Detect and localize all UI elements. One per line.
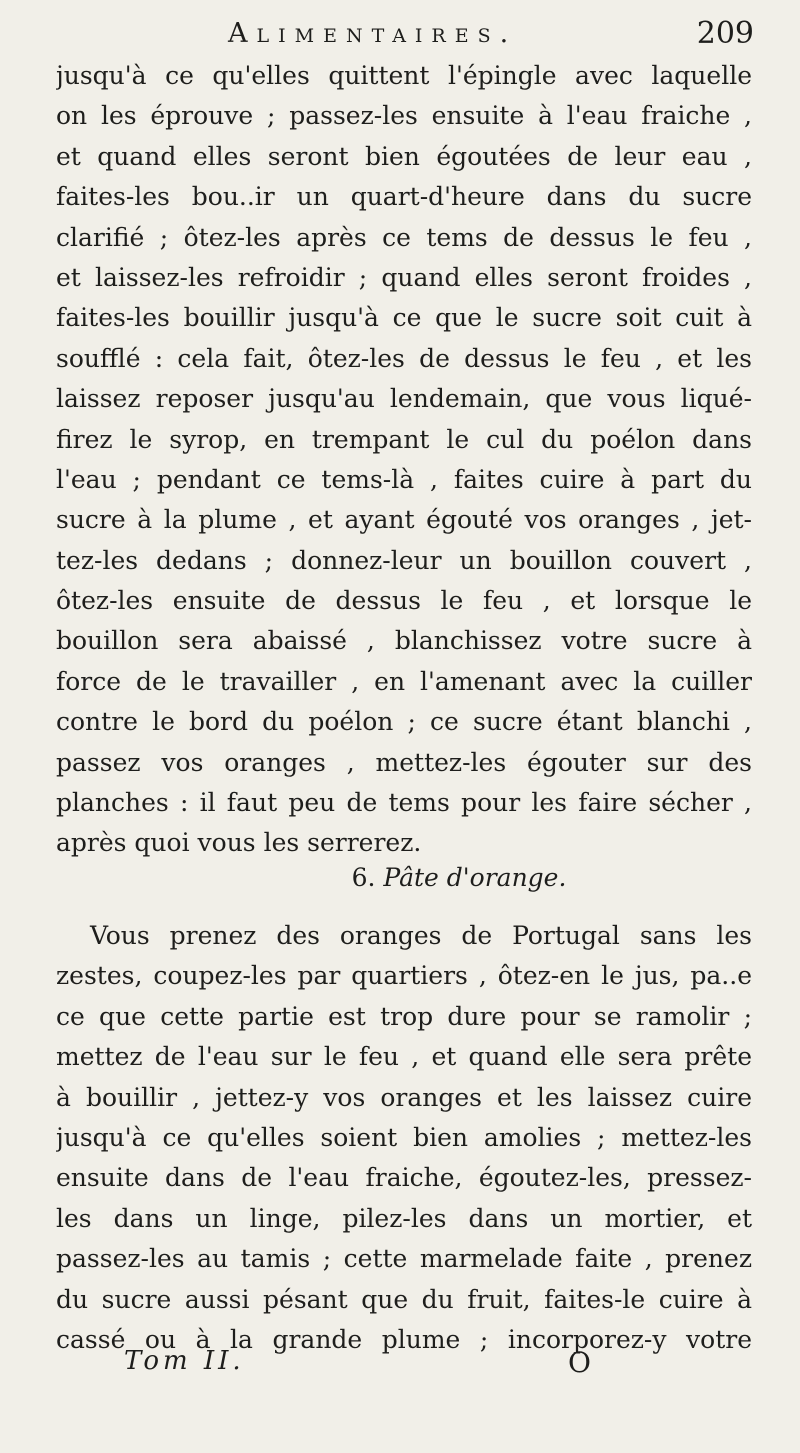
text-line: du sucre aussi pésant que du fruit, faites-le cuire à: [56, 1284, 752, 1314]
text-line: zestes, coupez-les par quartiers , ôtez-en le jus, pa..e: [56, 961, 752, 991]
text-line: sucre à la plume , et ayant égouté vos oranges , jet-: [56, 505, 752, 535]
text-line: Vous prenez des oranges de Portugal sans les: [90, 921, 752, 950]
text-line: jusqu'à ce qu'elles quittent l'épingle avec laquelle: [56, 61, 752, 90]
text-line: mettez de l'eau sur le feu , et quand elle sera prête: [56, 1042, 752, 1072]
text-line: après quoi vous les serrerez.: [56, 828, 422, 858]
text-line: les dans un linge, pilez-les dans un mortier, et: [56, 1203, 752, 1233]
section-6-body: [56, 916, 752, 1360]
page-number: 209: [696, 16, 754, 51]
text-line: passez-les au tamis ; cette marmelade faite , prenez: [56, 1244, 752, 1274]
text-line: et laissez-les refroidir ; quand elles seront froides ,: [56, 262, 752, 292]
text-line: à bouillir , jettez-y vos oranges et les laissez cuire: [56, 1082, 752, 1112]
page-footer: [0, 1346, 800, 1386]
text-line: ce que cette partie est trop dure pour se ramolir ;: [56, 1001, 752, 1031]
running-title: Alimentaires.: [228, 18, 518, 49]
volume-signature: Tom II.: [124, 1346, 245, 1376]
text-line: faites-les bouillir jusqu'à ce que le sucre soit cuit à: [56, 303, 752, 333]
text-line: faites-les bou..ir un quart-d'heure dans du sucre: [56, 182, 752, 212]
page-header: [0, 16, 800, 56]
text-line: firez le syrop, en trempant le cul du poélon dans: [56, 424, 752, 454]
section-number: 6.: [351, 863, 376, 892]
text-line: laissez reposer jusqu'au lendemain, que vous liqué-: [56, 384, 752, 414]
text-line: cassé ou à la grande plume ; incorporez-y votre: [56, 1324, 752, 1354]
signature-mark: O: [568, 1346, 591, 1379]
text-line: soufflé : cela fait, ôtez-les de dessus le feu , et les: [56, 343, 752, 373]
text-line: ensuite dans de l'eau fraiche, égoutez-les, pressez-: [56, 1163, 752, 1193]
section-5-continued: [56, 56, 752, 864]
text-line: l'eau ; pendant ce tems-là , faites cuire à part du: [56, 464, 752, 494]
text-line: passez vos oranges , mettez-les égouter sur des: [56, 747, 752, 777]
section-6-heading: [56, 850, 752, 906]
text-line: clarifié ; ôtez-les après ce tems de dessus le feu ,: [56, 222, 752, 252]
text-line: force de le travailler , en l'amenant avec la cuiller: [56, 666, 752, 696]
section-title: Pâte d'orange.: [383, 863, 567, 892]
text-line: et quand elles seront bien égoutées de leur eau ,: [56, 141, 752, 171]
text-line: tez-les dedans ; donnez-leur un bouillon couvert ,: [56, 545, 752, 575]
text-line: on les éprouve ; passez-les ensuite à l'eau fraiche ,: [56, 101, 752, 131]
text-line: planches : il faut peu de tems pour les faire sécher ,: [56, 788, 752, 818]
text-line: contre le bord du poélon ; ce sucre étant blanchi ,: [56, 707, 752, 737]
text-line: jusqu'à ce qu'elles soient bien amolies ; mettez-les: [56, 1122, 752, 1152]
text-line: bouillon sera abaissé , blanchissez votre sucre à: [56, 626, 752, 656]
text-line: ôtez-les ensuite de dessus le feu , et lorsque le: [56, 586, 752, 616]
